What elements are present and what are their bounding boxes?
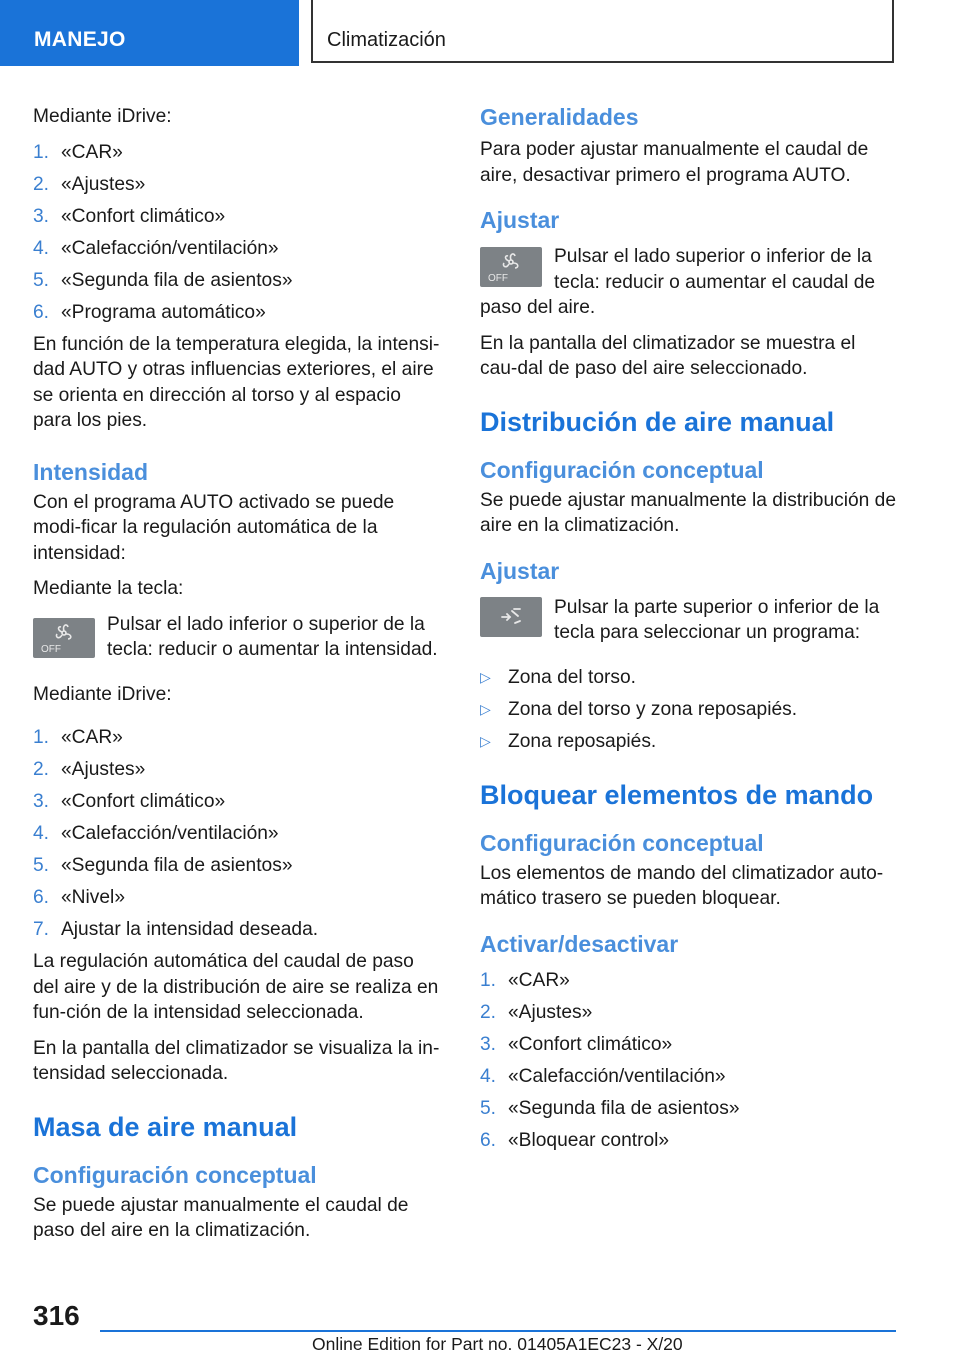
paragraph-pantalla-intensidad: En la pantalla del climatizador se visualiza la in-tensidad seleccionada. <box>33 1037 440 1084</box>
paragraph-config-masa: Se puede ajustar manualmente el caudal de paso del aire en la climatización. <box>33 1194 409 1241</box>
triangle-bullet-icon: ▷ <box>480 732 491 749</box>
list-item: 6. «Programa automático» <box>33 301 266 323</box>
idrive-steps-bloquear <box>480 968 898 1154</box>
list-item: 5. «Segunda fila de asientos» <box>33 855 293 876</box>
ajustar-caudal-instruction <box>480 244 898 321</box>
heading-intensidad: Intensidad <box>33 458 149 485</box>
list-item: 1. «CAR» <box>33 141 123 163</box>
triangle-bullet-icon: ▷ <box>480 700 491 717</box>
paragraph-intensidad: Con el programa AUTO activado se puede modi-ficar la regulación automática de la intensidad: <box>33 491 395 564</box>
list-item: ▷ Zona reposapiés. <box>480 729 898 755</box>
page-number: 316 <box>33 1300 80 1331</box>
paragraph-config-bloquear: Los elementos de mando del climatizador auto-mático trasero se pueden bloquear. <box>480 862 884 909</box>
paragraph-regulacion: La regulación automática del caudal de paso del aire y de la distribución de aire se realiza en fun-ción de la intensidad seleccionada. <box>33 951 439 1023</box>
ajustar-distribucion-text: Pulsar la parte superior o inferior de la tecla para seleccionar un programa: <box>554 596 880 643</box>
off-label: OFF <box>41 643 61 655</box>
right-column <box>480 100 898 1160</box>
page-header <box>0 0 960 66</box>
list-item: 4. «Calefacción/ventilación» <box>480 1065 726 1087</box>
tecla-text: Pulsar el lado inferior o superior de la tecla: reducir o aumentar la intensidad. <box>107 613 438 660</box>
list-item: 6. «Bloquear control» <box>480 1129 670 1151</box>
idrive-steps-nivel <box>33 725 443 943</box>
heading-config-masa: Configuración conceptual <box>33 1161 317 1188</box>
fan-button-icon <box>480 247 542 287</box>
triangle-bullet-icon: ▷ <box>480 668 491 685</box>
off-label: OFF <box>488 273 508 284</box>
heading-bloquear: Bloquear elementos de mando <box>480 779 874 810</box>
list-item: 2. «Ajustes» <box>480 1001 593 1023</box>
idrive-intro: Mediante iDrive: <box>33 106 172 127</box>
idrive-steps-auto <box>33 140 443 326</box>
list-item: 5. «Segunda fila de asientos» <box>33 269 293 291</box>
list-item: ▷ Zona del torso y zona reposapiés. <box>480 697 898 723</box>
heading-masa-aire: Masa de aire manual <box>33 1111 298 1142</box>
paragraph-generalidades: Para poder ajustar manualmente el caudal de aire, desactivar primero el programa AUTO. <box>480 139 869 186</box>
idrive-label: Mediante iDrive: <box>33 683 172 705</box>
footer-divider <box>100 1330 896 1332</box>
list-item: 4. «Calefacción/ventilación» <box>33 823 279 844</box>
section-label: MANEJO <box>34 28 126 51</box>
list-item: 5. «Segunda fila de asientos» <box>480 1097 740 1119</box>
fan-button-icon <box>33 618 95 658</box>
ajustar-caudal-cont: paso del aire. <box>480 297 596 318</box>
list-item: 3. «Confort climático» <box>480 1033 673 1055</box>
paragraph-pantalla-caudal: En la pantalla del climatizador se muestra el cau-dal de paso del aire seleccionado. <box>480 332 856 379</box>
heading-ajustar-distribucion: Ajustar <box>480 557 560 584</box>
paragraph-auto: En función de la temperatura elegida, la intensi-dad AUTO y otras influencias exteriores, el aire se orienta en dirección al torso y al espacio para los pies. <box>33 333 440 431</box>
list-item: 3. «Confort climático» <box>33 205 226 227</box>
chapter-title-box <box>311 0 894 63</box>
heading-distribucion: Distribución de aire manual <box>480 406 835 437</box>
chapter-title: Climatización <box>327 29 446 51</box>
list-item: 1. «CAR» <box>480 969 570 991</box>
heading-activar: Activar/desactivar <box>480 930 679 957</box>
heading-ajustar-caudal: Ajustar <box>480 207 560 233</box>
list-item: 4. «Calefacción/ventilación» <box>33 237 279 259</box>
list-item: 1. «CAR» <box>33 727 123 748</box>
air-distribution-button-icon <box>480 597 542 637</box>
list-item: 2. «Ajustes» <box>33 173 146 195</box>
tecla-instruction <box>33 612 443 664</box>
list-item: 7. Ajustar la intensidad deseada. <box>33 919 319 940</box>
list-item: ▷ Zona del torso. <box>480 665 898 691</box>
ajustar-distribucion-instruction <box>480 595 898 647</box>
tecla-label: Mediante la tecla: <box>33 578 184 599</box>
list-item: 6. «Nivel» <box>33 887 125 908</box>
ajustar-caudal-text: Pulsar el lado superior o inferior de la tecla: reducir o aumentar el caudal de <box>554 246 876 293</box>
heading-generalidades: Generalidades <box>480 104 639 130</box>
heading-config-distribucion: Configuración conceptual <box>480 456 764 483</box>
heading-config-bloquear: Configuración conceptual <box>480 829 764 856</box>
distribution-options <box>480 665 898 755</box>
list-item: 2. «Ajustes» <box>33 759 146 780</box>
paragraph-config-distribucion: Se puede ajustar manualmente la distribución de aire en la climatización. <box>480 489 896 536</box>
edition-text: Online Edition for Part no. 01405A1EC23 - X/20 <box>312 1334 683 1354</box>
list-item: 3. «Confort climático» <box>33 791 226 812</box>
section-tab <box>0 0 299 66</box>
left-column <box>33 100 443 1244</box>
